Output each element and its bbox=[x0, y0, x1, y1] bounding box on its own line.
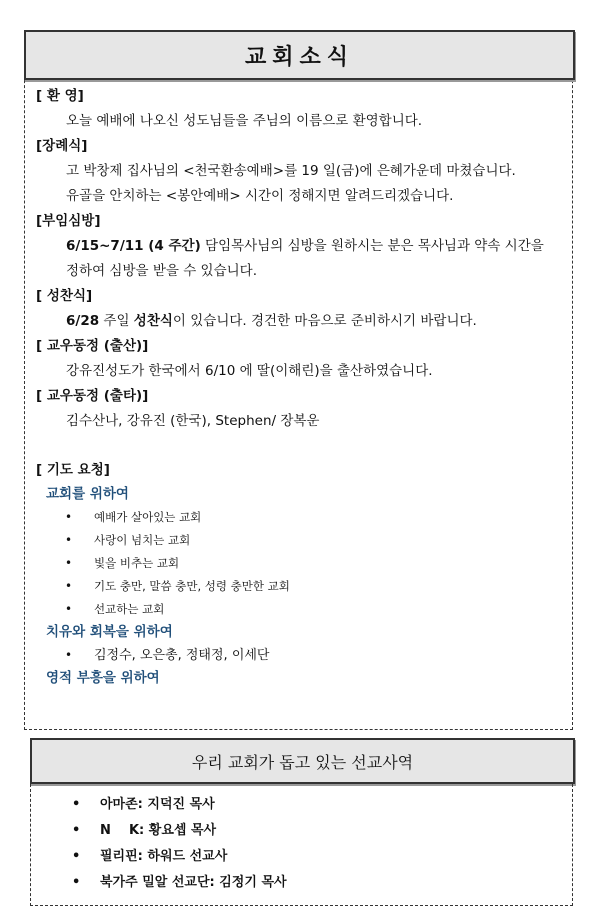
page-title: 교회소식 bbox=[244, 44, 354, 70]
prayer-church-label: 교회를 위하여 bbox=[46, 486, 129, 502]
news-content bbox=[36, 84, 566, 690]
section-text: 유골을 안치하는 <봉안예배> 시간이 정해지면 알려드리겠습니다. bbox=[66, 188, 454, 204]
mission-title: 우리 교회가 돕고 있는 선교사역 bbox=[191, 752, 414, 772]
section-heading: [ 환 영] bbox=[36, 88, 84, 104]
communion-word: 주일 bbox=[99, 313, 134, 329]
departure-section bbox=[36, 384, 566, 434]
list-item: • 기도 충만, 말씀 충만, 성령 충만한 교회 bbox=[36, 575, 566, 598]
funeral-section bbox=[36, 134, 566, 209]
section-heading: [ 교우동정 (출타)] bbox=[36, 388, 149, 404]
prayer-healing-list bbox=[36, 644, 566, 667]
section-text bbox=[36, 234, 566, 259]
list-item: • 아마존: 지덕진 목사 bbox=[30, 792, 287, 818]
communion-date: 6/28 bbox=[66, 313, 100, 329]
list-item: • 김정수, 오은총, 정태정, 이세단 bbox=[36, 644, 566, 667]
communion-section bbox=[36, 284, 566, 334]
mission-title-box bbox=[30, 738, 575, 784]
communion-bold: 성찬식 bbox=[133, 313, 173, 329]
section-heading: [부임심방] bbox=[36, 213, 101, 229]
prayer-healing-label: 치유와 회복을 위하여 bbox=[46, 624, 173, 640]
list-item: • 선교하는 교회 bbox=[36, 598, 566, 621]
prayer-church-list bbox=[36, 506, 566, 621]
list-item: • 예배가 살아있는 교회 bbox=[36, 506, 566, 529]
visitation-text: 담임목사님의 심방을 원하시는 분은 목사님과 약속 시간을 bbox=[200, 238, 544, 254]
section-heading: [ 기도 요청] bbox=[36, 462, 110, 478]
mission-list bbox=[30, 792, 287, 896]
section-text: 오늘 예배에 나오신 성도님들을 주님의 이름으로 환영합니다. bbox=[66, 113, 423, 129]
title-box bbox=[24, 30, 575, 80]
prayer-revival-label: 영적 부흥을 위하여 bbox=[46, 670, 160, 686]
birth-section bbox=[36, 334, 566, 384]
welcome-section bbox=[36, 84, 566, 134]
section-text bbox=[36, 309, 566, 334]
section-text: 강유진성도가 한국에서 6/10 에 딸(이해린)을 출산하였습니다. bbox=[66, 363, 433, 379]
communion-rest: 이 있습니다. 경건한 마음으로 준비하시기 바랍니다. bbox=[172, 313, 477, 329]
list-item: • 북가주 밀알 선교단: 김정기 목사 bbox=[30, 870, 287, 896]
section-heading: [ 교우동정 (출산)] bbox=[36, 338, 149, 354]
list-item: • 필리핀: 하워드 선교사 bbox=[30, 844, 287, 870]
section-text: 고 박창제 집사님의 <천국환송예배>를 19 일(금)에 은혜가운데 마쳤습니다. bbox=[66, 163, 516, 179]
visitation-date: 6/15~7/11 (4 주간) bbox=[66, 238, 201, 254]
section-text: 김수산나, 강유진 (한국), Stephen/ 장복운 bbox=[66, 413, 320, 429]
section-text: 정하여 심방을 받을 수 있습니다. bbox=[66, 263, 257, 279]
prayer-section bbox=[36, 458, 566, 690]
list-item: • 빛을 비추는 교회 bbox=[36, 552, 566, 575]
section-heading: [ 성찬식] bbox=[36, 288, 93, 304]
section-heading: [장례식] bbox=[36, 138, 88, 154]
list-item: • N K: 황요셉 목사 bbox=[30, 818, 287, 844]
list-item: • 사랑이 넘치는 교회 bbox=[36, 529, 566, 552]
visitation-section bbox=[36, 209, 566, 284]
